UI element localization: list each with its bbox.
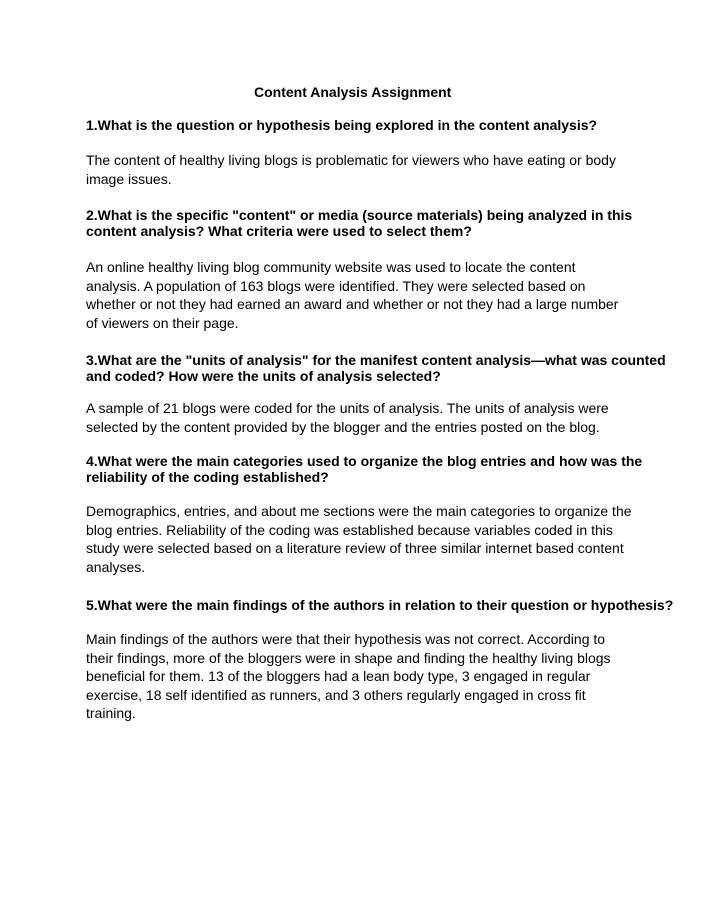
answer-2-line-3: whether or not they had earned an award and whether or not they had a large number xyxy=(86,296,619,312)
question-3 xyxy=(86,352,696,384)
answer-5 xyxy=(86,630,686,723)
question-1-line-1: 1.What is the question or hypothesis being explored in the content analysis? xyxy=(86,117,598,133)
question-4 xyxy=(86,453,696,485)
question-2-line-2: content analysis? What criteria were used to select them? xyxy=(86,223,472,239)
answer-2-line-4: of viewers on their page. xyxy=(86,314,239,331)
document-title: Content Analysis Assignment xyxy=(254,84,452,100)
question-5 xyxy=(86,597,696,613)
answer-3-line-1: A sample of 21 blogs were coded for the units of analysis. The units of analysis were xyxy=(86,400,609,416)
answer-3 xyxy=(86,399,686,436)
answer-5-line-4: exercise, 18 self identified as runners, and 3 others regularly engaged in cross fit xyxy=(86,686,586,703)
answer-2-line-1: An online healthy living blog community website was used to locate the content xyxy=(86,259,576,275)
answer-2-line-2: analysis. A population of 163 blogs were identified. They were selected based on xyxy=(86,277,586,294)
answer-1 xyxy=(86,151,686,188)
answer-5-line-2: their findings, more of the bloggers were in shape and finding the healthy living blogs xyxy=(86,649,611,666)
answer-4-line-1: Demographics, entries, and about me sections were the main categories to organize the xyxy=(86,503,632,519)
question-3-line-1: 3.What are the "units of analysis" for the manifest content analysis—what was counted xyxy=(86,352,666,368)
answer-1-line-1: The content of healthy living blogs is problematic for viewers who have eating or body xyxy=(86,152,616,168)
answer-4-line-3: study were selected based on a literature review of three similar internet based content xyxy=(86,540,624,556)
answer-5-line-1: Main findings of the authors were that their hypothesis was not correct. According to xyxy=(86,631,606,647)
question-2-line-1: 2.What is the specific "content" or media (source materials) being analyzed in this xyxy=(86,207,633,223)
answer-4 xyxy=(86,502,686,576)
answer-4-line-4: analyses. xyxy=(86,558,146,575)
answer-1-line-2: image issues. xyxy=(86,170,172,187)
question-4-line-1: 4.What were the main categories used to organize the blog entries and how was the xyxy=(86,453,643,469)
answer-3-line-2: selected by the content provided by the blogger and the entries posted on the blog. xyxy=(86,418,600,435)
answer-5-line-3: beneficial for them. 13 of the bloggers had a lean body type, 3 engaged in regular xyxy=(86,668,591,684)
answer-4-line-2: blog entries. Reliability of the coding was established because variables coded in this xyxy=(86,521,613,538)
question-5-line-1: 5.What were the main findings of the authors in relation to their question or hypothesis? xyxy=(86,597,674,613)
answer-5-line-5: training. xyxy=(86,705,136,721)
question-3-line-2: and coded? How were the units of analysis selected? xyxy=(86,368,441,384)
question-4-line-2: reliability of the coding established? xyxy=(86,469,329,485)
answer-2 xyxy=(86,258,686,332)
question-1 xyxy=(86,117,696,133)
question-2 xyxy=(86,207,696,239)
